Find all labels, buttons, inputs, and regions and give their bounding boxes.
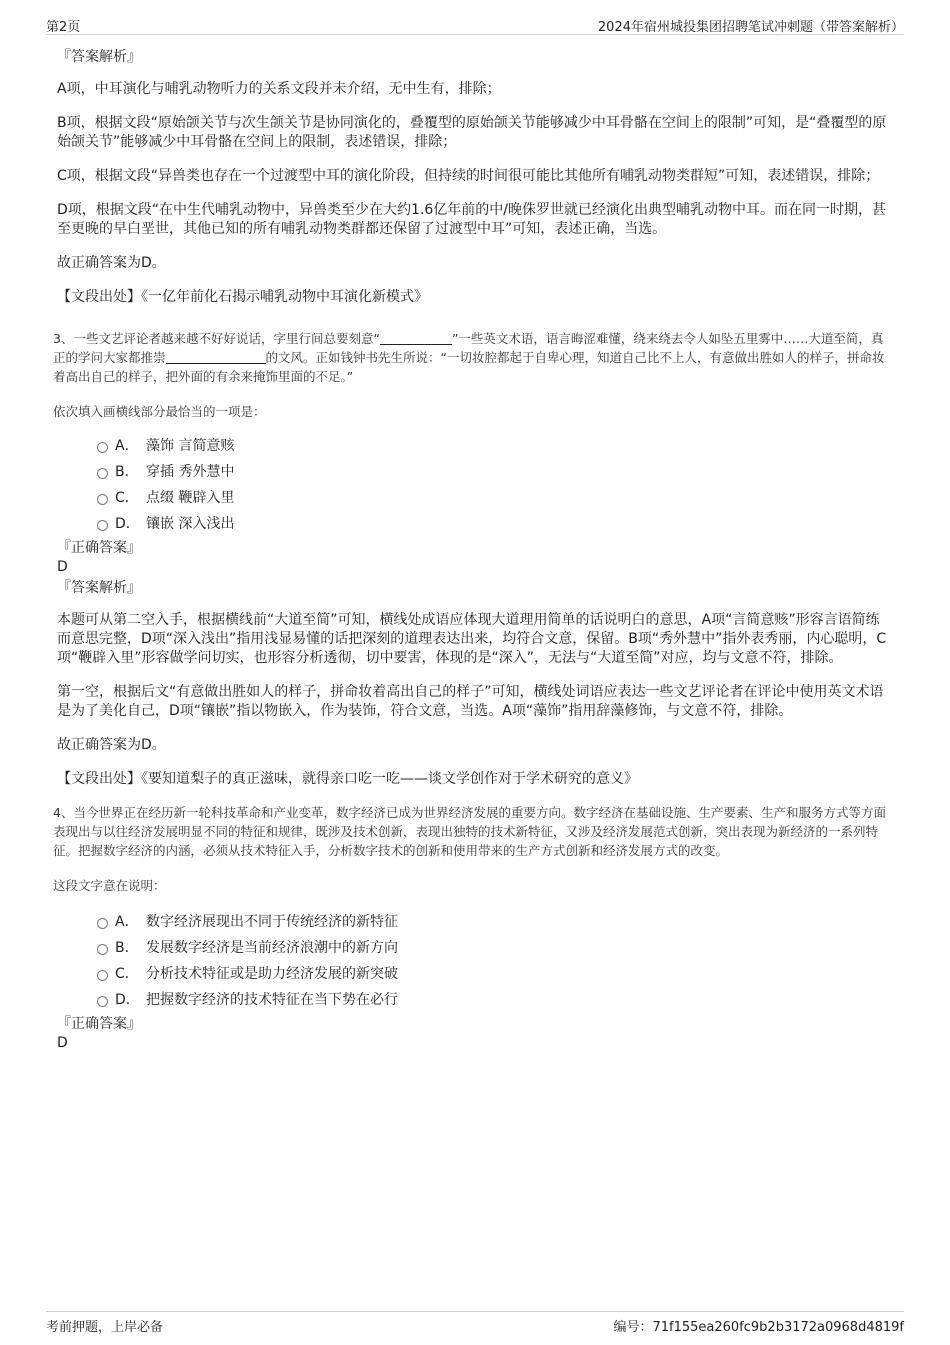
q3-analysis-label: 『答案解析』 bbox=[57, 580, 141, 596]
source-label: 【文段出处】 bbox=[57, 771, 141, 787]
q3-ask: 依次填入画横线部分最恰当的一项是： bbox=[53, 404, 266, 419]
radio-icon[interactable] bbox=[97, 970, 108, 981]
q4-option-b[interactable]: B． 发展数字经济是当前经济浪潮中的新方向 bbox=[57, 935, 889, 961]
q2-analysis-a: A项，中耳演化与哺乳动物听力的关系文段并未介绍，无中生有，排除； bbox=[57, 81, 501, 97]
radio-icon[interactable] bbox=[97, 468, 108, 479]
radio-icon[interactable] bbox=[97, 442, 108, 453]
q2-answer-conclusion: 故正确答案为D。 bbox=[57, 255, 166, 271]
page-number: 第2页 bbox=[46, 20, 81, 35]
radio-icon[interactable] bbox=[97, 494, 108, 505]
q4-correct-label: 『正确答案』 bbox=[57, 1016, 141, 1032]
q3-blank-1 bbox=[380, 330, 452, 345]
q2-analysis-c: C项，根据文段“异兽类也存在一个过渡型中耳的演化阶段，但持续的时间很可能比其他所有哺乳动物类群短”可知，表述错误，排除； bbox=[57, 168, 880, 184]
q2-analysis-d: D项，根据文段“在中生代哺乳动物中，异兽类至少在大约1.6亿年前的中/晚侏罗世就已经演化出典型哺乳动物中耳。而在同一时期，甚至更晚的早白垩世，其他已知的所有哺乳动物类群都还保留了过渡型中耳”可知，表述正确，当选。 bbox=[57, 202, 887, 237]
q4-option-a[interactable]: A． 数字经济展现出不同于传统经济的新特征 bbox=[57, 909, 889, 935]
q4-stem: 4、当今世界正在经历新一轮科技革命和产业变革，数字经济已成为世界经济发展的重要方向。数字经济在基础设施、生产要素、生产和服务方式等方面表现出与以往经济发展明显不同的特征和规律，既涉及技术创新，表现出独特的技术新特征，又涉及经济发展范式创新，突出表现为新经济的一系列特征。把握数字经济的内涵，必须从技术特征入手，分析数字技术的创新和使用带来的生产方式创新和经济发展方式的改变。 bbox=[53, 805, 886, 858]
q2-source bbox=[57, 288, 889, 307]
q3-option-b[interactable]: B． 穿插 秀外慧中 bbox=[57, 459, 889, 485]
q3-blank-2 bbox=[166, 349, 266, 364]
q3-option-c[interactable]: C． 点缀 鞭辟入里 bbox=[57, 485, 889, 511]
source-label: 【文段出处】 bbox=[57, 289, 141, 305]
q3-analysis-2: 第一空，根据后文“有意做出胜如人的样子，拼命妆着高出自己的样子”可知，横线处词语应表达一些文艺评论者在评论中使用英文术语是为了美化自己，D项“镶嵌”指以物嵌入，作为装饰，符合文意，当选。A项“藻饰”指用辞藻修饰，与文意不符，排除。 bbox=[57, 684, 884, 719]
q4-option-c[interactable]: C． 分析技术特征或是助力经济发展的新突破 bbox=[57, 961, 889, 987]
q2-analysis-b: B项，根据文段“原始颌关节与次生颌关节是协同演化的，叠覆型的原始颌关节能够减少中耳骨骼在空间上的限制”可知，是“叠覆型的原始颌关节”能够减少中耳骨骼在空间上的限制，表述错误，排除； bbox=[57, 115, 887, 150]
document-title: 2024年宿州城投集团招聘笔试冲刺题（带答案解析） bbox=[597, 20, 904, 35]
q4-correct-answer: D bbox=[57, 1035, 68, 1051]
q2-analysis-label: 『答案解析』 bbox=[57, 49, 141, 65]
q3-correct-label: 『正确答案』 bbox=[57, 540, 141, 556]
radio-icon[interactable] bbox=[97, 996, 108, 1007]
q4-ask: 这段文字意在说明： bbox=[53, 878, 166, 893]
q3-analysis-1: 本题可从第二空入手，根据横线前“大道至简”可知，横线处成语应体现大道理用简单的话说明白的意思，A项“言简意赅”形容言语简练而意思完整，D项“深入浅出”指用浅显易懂的话把深刻的道理表达出来，均符合文意，保留。B项“秀外慧中”指外表秀丽，内心聪明，C项“鞭辟入里”形容做学问切实，也形容分析透彻，切中要害，体现的是“深入”，无法与“大道至简”对应，均与文意不符，排除。 bbox=[57, 612, 887, 666]
radio-icon[interactable] bbox=[97, 520, 108, 531]
q3-stem: 3、一些文艺评论者越来越不好好说话，字里行间总要刻意“ ”一些英文术语，语言晦涩难懂，绕来绕去令人如坠五里雾中……大道至简，真正的学问大家都推崇 的文风。正如钱钟书先生所说：“一切妆腔都起于自卑心理，知道自己比不上人，有意做出胜如人的样子，拼命妆着高出自己的样子，把外面的有余来掩饰里面的不足。” bbox=[53, 331, 885, 384]
q3-options bbox=[57, 433, 889, 537]
q3-correct-answer: D bbox=[57, 559, 68, 575]
q4-option-d[interactable]: D． 把握数字经济的技术特征在当下势在必行 bbox=[57, 987, 889, 1013]
q3-option-d[interactable]: D． 镶嵌 深入浅出 bbox=[57, 511, 889, 537]
q3-option-a[interactable]: A． 藻饰 言简意赅 bbox=[57, 433, 889, 459]
q3-source bbox=[57, 770, 889, 789]
source-title: 《一亿年前化石揭示哺乳动物中耳演化新模式》 bbox=[141, 289, 428, 305]
footer-slogan: 考前押题，上岸必备 bbox=[46, 1320, 164, 1335]
q3-answer-conclusion: 故正确答案为D。 bbox=[57, 737, 166, 753]
q4-options bbox=[57, 909, 889, 1013]
page-content bbox=[53, 46, 889, 1053]
page-header bbox=[46, 14, 904, 35]
radio-icon[interactable] bbox=[97, 918, 108, 929]
document-code: 编号：71f155ea260fc9b2b3172a0968d4819f bbox=[613, 1320, 904, 1335]
page-footer bbox=[46, 1311, 904, 1334]
radio-icon[interactable] bbox=[97, 944, 108, 955]
source-title: 《要知道梨子的真正滋味，就得亲口吃一吃——谈文学创作对于学术研究的意义》 bbox=[141, 771, 638, 787]
